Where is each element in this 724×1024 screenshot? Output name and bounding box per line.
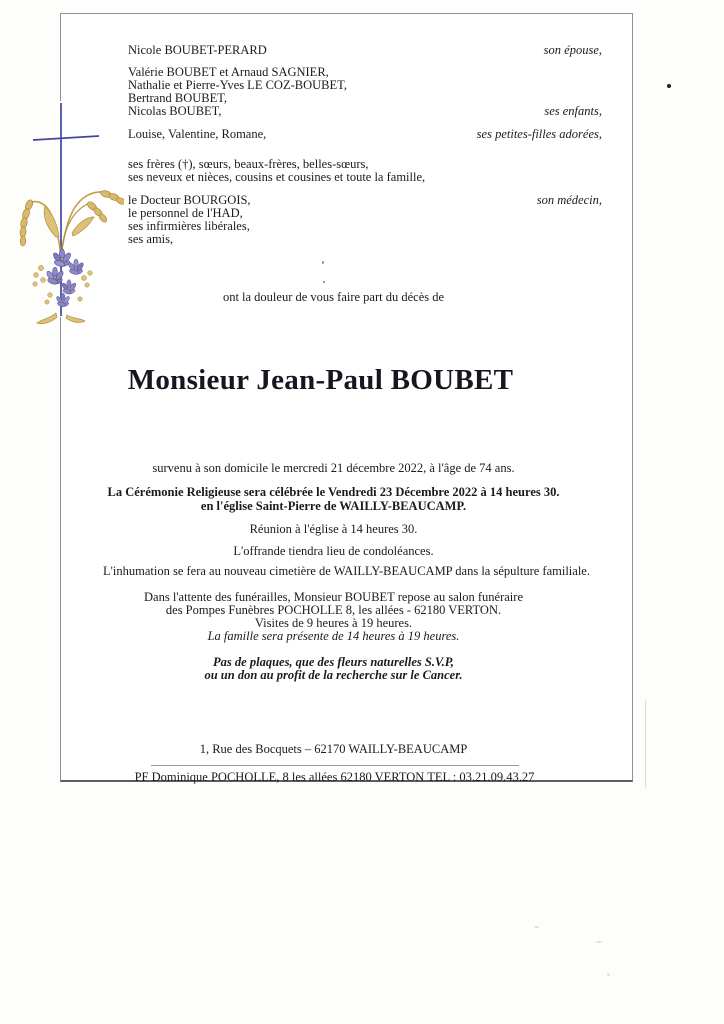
mourner-name: ses infirmières libérales,: [128, 219, 250, 233]
mourner-name: ses frères (†), sœurs, beaux-frères, belles-sœurs,: [128, 157, 369, 171]
scan-ink-dot: [667, 84, 671, 88]
deceased-name: Monsieur Jean-Paul BOUBET: [127, 364, 514, 396]
mourner-group-spouse: [128, 44, 602, 57]
repose-line: Dans l'attente des funérailles, Monsieur BOUBET repose au salon funéraire: [144, 590, 523, 604]
plea-line: ou un don au profit de la recherche sur le Cancer.: [204, 668, 463, 682]
scan-shadow: [645, 700, 646, 788]
offering-line: L'offrande tiendra lieu de condoléances.: [233, 544, 434, 558]
mourner-name: Louise, Valentine, Romane,: [128, 127, 267, 141]
scan-speck: [323, 281, 325, 283]
relation-label: ses petites-filles adorées,: [476, 127, 602, 141]
mourner-name: le Docteur BOURGOIS,: [128, 193, 251, 207]
ceremony-line: La Cérémonie Religieuse sera célébrée le Vendredi 23 Décembre 2022 à 14 heures 30.: [107, 485, 560, 499]
family-presence-line: La famille sera présente de 14 heures à 19 heures.: [207, 629, 460, 643]
mourner-group-caregivers: [128, 194, 602, 246]
mourner-name: ses amis,: [128, 232, 174, 246]
mourner-name: Valérie BOUBET et Arnaud SAGNIER,: [128, 65, 329, 79]
repose-line: des Pompes Funèbres POCHOLLE 8, les allées - 62180 VERTON.: [165, 603, 502, 617]
scan-noise: [596, 941, 602, 943]
mourner-group-granddaughters: [128, 128, 602, 141]
visits-line: Visites de 9 heures à 19 heures.: [254, 616, 413, 630]
relation-label: ses enfants,: [544, 104, 602, 118]
funeral-home-line: PF Dominique POCHOLLE, 8 les allées 62180 VERTON TEL : 03.21.09.43.27: [134, 770, 535, 784]
scan-speck: [322, 261, 324, 264]
inhumation-line: L'inhumation se fera au nouveau cimetière de WAILLY-BEAUCAMP dans la sépulture familiale.: [103, 564, 590, 578]
repose-block: [61, 591, 606, 643]
mourner-name: le personnel de l'HAD,: [128, 206, 243, 220]
mourner-name: Nathalie et Pierre-Yves LE COZ-BOUBET,: [128, 78, 347, 92]
mourner-group-children: [128, 66, 602, 118]
mourner-name: Nicole BOUBET-PERARD: [128, 43, 267, 57]
relation-label: son épouse,: [543, 43, 602, 57]
reunion-line: Réunion à l'église à 14 heures 30.: [249, 522, 418, 536]
death-info-line: survenu à son domicile le mercredi 21 décembre 2022, à l'âge de 74 ans.: [152, 461, 515, 475]
ceremony-block: [61, 485, 606, 513]
mourner-group-family: [128, 158, 602, 184]
home-address-line: 1, Rue des Bocquets – 62170 WAILLY-BEAUCAMP: [199, 742, 468, 756]
footer-divider: [151, 765, 519, 766]
announcement-line: ont la douleur de vous faire part du décès de: [222, 290, 445, 304]
scan-noise: [607, 973, 610, 976]
scan-noise: [534, 926, 539, 928]
relation-label: son médecin,: [536, 193, 602, 207]
mourner-name: Bertrand BOUBET,: [128, 91, 228, 105]
mourner-name: Nicolas BOUBET,: [128, 104, 222, 118]
plea-line: Pas de plaques, que des fleurs naturelles S.V.P,: [213, 655, 454, 669]
mourner-name: ses neveux et nièces, cousins et cousines et toute la famille,: [128, 170, 426, 184]
cross-wheat-flowers-icon: [14, 85, 124, 335]
announcement-card: [60, 13, 633, 782]
plea-block: [61, 656, 606, 682]
ceremony-line: en l'église Saint-Pierre de WAILLY-BEAUCAMP.: [200, 499, 467, 513]
